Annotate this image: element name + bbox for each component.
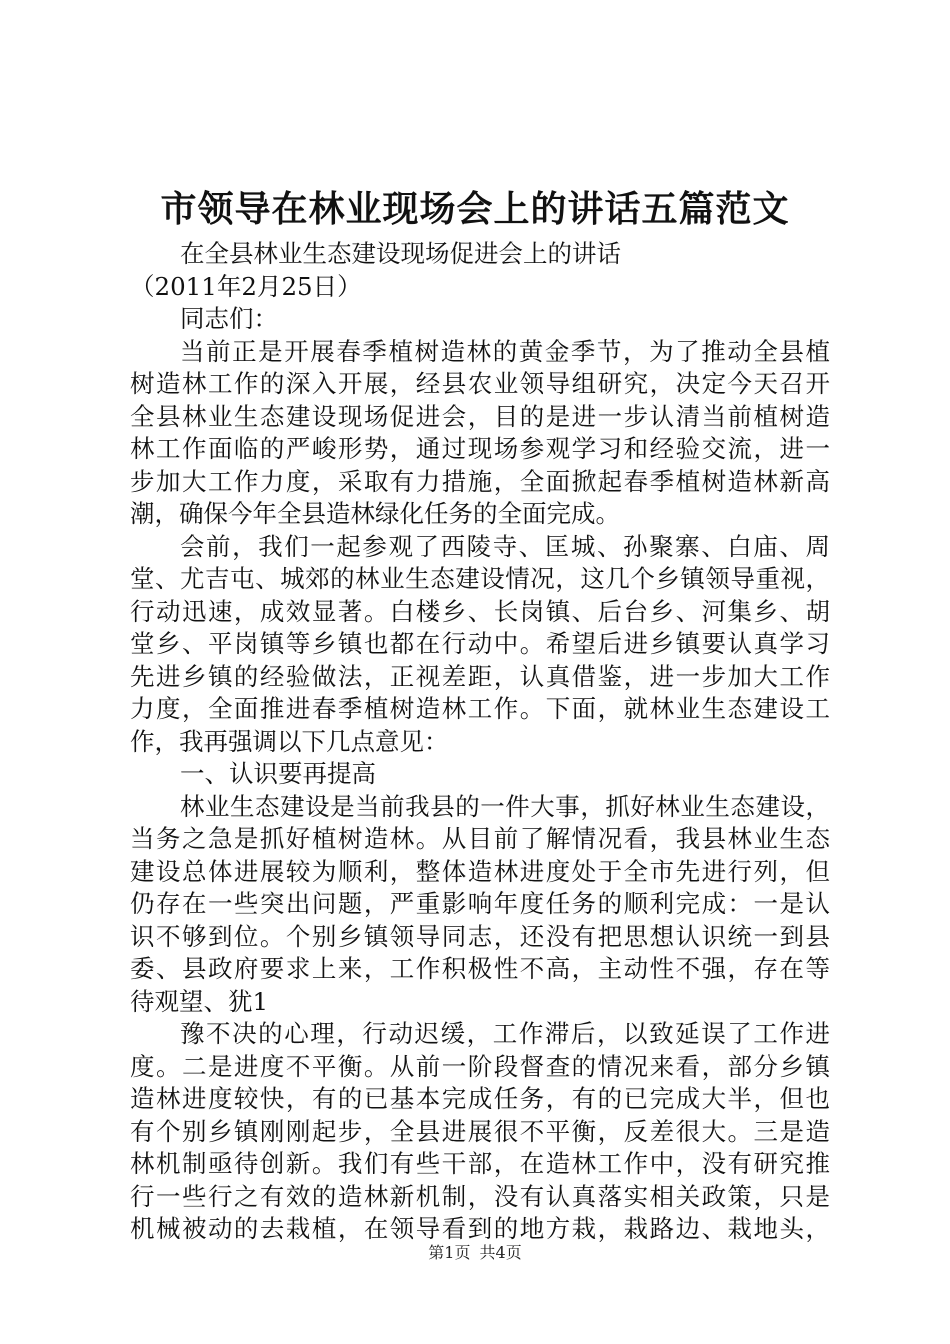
text-line: 当务之急是抓好植树造林。从目前了解情况看，我县林业生态	[130, 824, 830, 853]
text-line: 一、认识要再提高	[180, 759, 376, 788]
text-line: 同志们：	[180, 304, 278, 333]
text-line: 林机制亟待创新。我们有些干部，在造林工作中，没有研究推	[130, 1149, 830, 1178]
text-line: 林业生态建设是当前我县的一件大事，抓好林业生态建设，	[180, 791, 830, 821]
text-line: 力度，全面推进春季植树造林工作。下面，就林业生态建设工	[130, 694, 830, 723]
text-line: 当前正是开展春季植树造林的黄金季节，为了推动全县植	[180, 336, 830, 366]
text-line: 在全县林业生态建设现场促进会上的讲话	[180, 239, 621, 268]
text-line: 造林进度较快，有的已基本完成任务，有的已完成大半，但也	[130, 1084, 830, 1113]
text-line: 行动迅速，成效显著。白楼乡、长岗镇、后台乡、河集乡、胡	[130, 596, 830, 626]
text-line: （2011年2月25日）	[130, 271, 362, 301]
text-line: 待观望、犹1	[130, 986, 269, 1016]
text-line: 林工作面临的严峻形势，通过现场参观学习和经验交流，进一	[130, 434, 830, 463]
page-total: 共4页	[479, 1243, 522, 1262]
text-line: 委、县政府要求上来，工作积极性不高，主动性不强，存在等	[130, 954, 830, 983]
text-line: 步加大工作力度，采取有力措施，全面掀起春季植树造林新高	[130, 466, 830, 496]
text-line: 树造林工作的深入开展，经县农业领导组研究，决定今天召开	[130, 369, 830, 398]
text-line: 堂乡、平岗镇等乡镇也都在行动中。希望后进乡镇要认真学习	[130, 629, 830, 658]
text-line: 机械被动的去栽植，在领导看到的地方栽，栽路边、栽地头，	[130, 1214, 830, 1243]
text-line: 潮，确保今年全县造林绿化任务的全面完成。	[130, 499, 620, 528]
text-line: 会前，我们一起参观了西陵寺、匡城、孙聚寨、白庙、周	[180, 531, 830, 561]
document-body	[130, 238, 830, 1246]
document-title: 市领导在林业现场会上的讲话五篇范文	[160, 188, 790, 230]
text-line: 仍存在一些突出问题，严重影响年度任务的顺利完成：一是认	[130, 889, 830, 918]
text-line: 行一些行之有效的造林新机制，没有认真落实相关政策，只是	[130, 1181, 830, 1211]
text-line: 度。二是进度不平衡。从前一阶段督查的情况来看，部分乡镇	[130, 1051, 830, 1081]
text-line: 堂、尤吉屯、城郊的林业生态建设情况，这几个乡镇领导重视，	[130, 564, 830, 593]
page-footer	[0, 1241, 950, 1265]
text-line: 建设总体进展较为顺利，整体造林进度处于全市先进行列，但	[130, 856, 830, 886]
text-line: 先进乡镇的经验做法，正视差距，认真借鉴，进一步加大工作	[130, 661, 830, 691]
text-line: 全县林业生态建设现场促进会，目的是进一步认清当前植树造	[130, 401, 830, 431]
page-number: 第1页	[428, 1243, 471, 1262]
text-line: 有个别乡镇刚刚起步，全县进展很不平衡，反差很大。三是造	[130, 1116, 830, 1146]
text-line: 识不够到位。个别乡镇领导同志，还没有把思想认识统一到县	[130, 921, 830, 951]
text-line: 作，我再强调以下几点意见：	[130, 726, 449, 756]
text-line: 豫不决的心理，行动迟缓，工作滞后，以致延误了工作进	[180, 1019, 830, 1048]
